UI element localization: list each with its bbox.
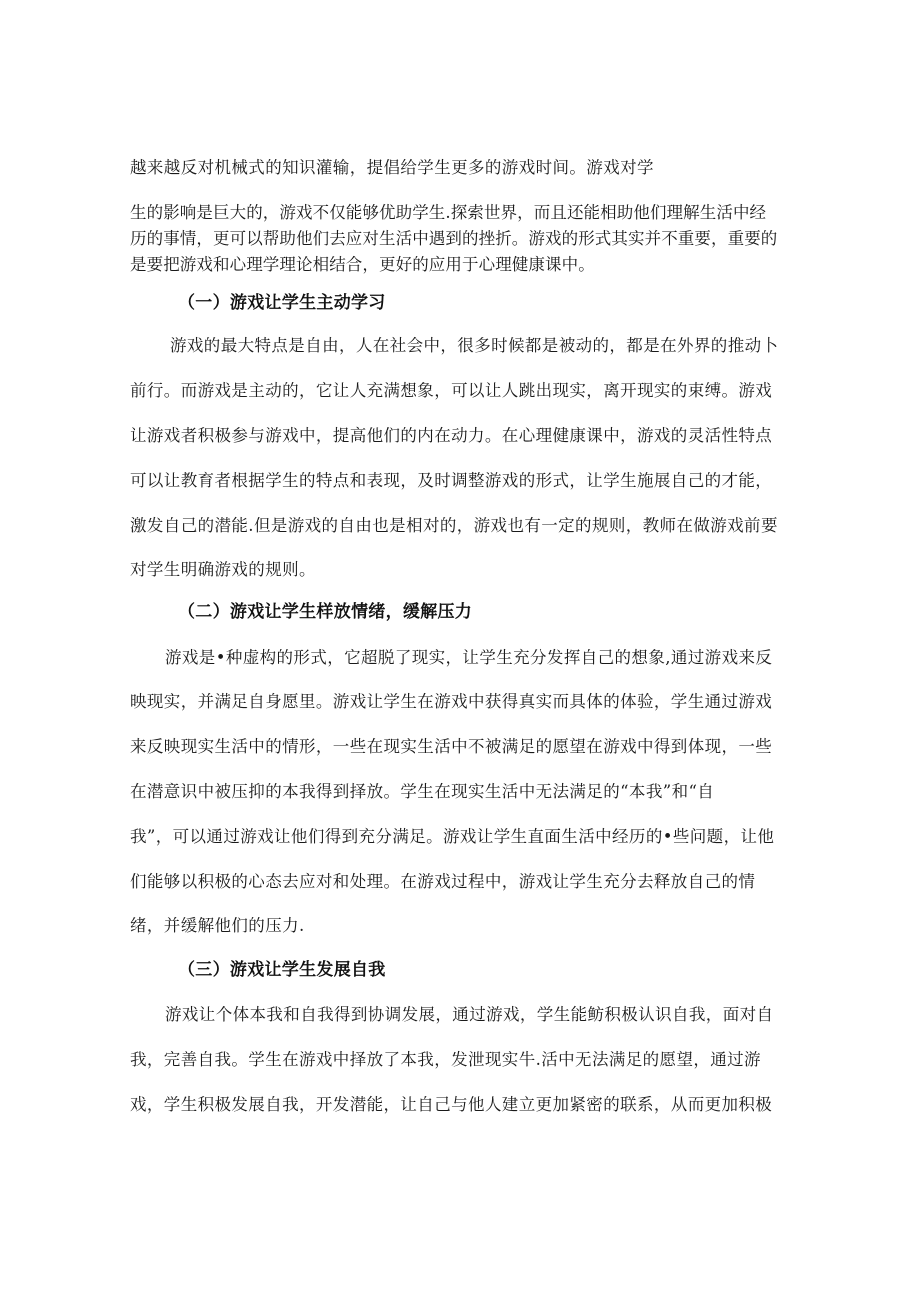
section3-line-3: 戏，学生积极发展自我，开发潜能，让自己与他人建立更加紧密的联系，从而更加积极 [130,1095,773,1114]
section-heading-2: （二）游戏让学生样放情绪，缓解压力 [178,602,473,622]
section-heading-3: （三）游戏让学生发展自我 [178,960,386,980]
section1-line-5: 激发自己的潜能.但是游戏的自由也是相对的，游戏也有一定的规则，教师在做游戏前要 [130,516,778,535]
intro-line-3: 历的事情，更可以帮助他们去应对生活中遇到的挫折。游戏的形式其实并不重要，重要的 [130,229,778,248]
intro-line-2: 生的影响是巨大的，游戏不仅能够优助学生.探索世界，而且还能相助他们理解生活中经 [130,203,767,222]
section-heading-1: （一）游戏让学生主动学习 [178,293,386,313]
section2-line-6: 们能够以积极的心态去应对和处理。在游戏过程中，游戏让学生充分去释放自己的情 [130,872,756,891]
section2-line-1: 游戏是•种虚构的形式，它超脱了现实，让学生充分发挥自己的想象,通过游戏来反 [165,648,773,667]
section1-line-1: 游戏的最大特点是自由，人在社会中，很多时候都是被动的，都是在外界的推动卜 [170,336,779,355]
section1-line-3: 让游戏者积极参与游戏中，提高他们的内在动力。在心理健康课中，游戏的灵活性特点 [130,426,773,445]
intro-line-1: 越来越反对机械式的知识灌输，提倡给学生更多的游戏时间。游戏对学 [130,158,654,177]
section2-line-7: 绪，并缓解他们的压力. [130,916,305,935]
section1-line-2: 前行。而游戏是主动的，它让人充满想象，可以让人跳出现实，离开现实的束缚。游戏 [130,381,773,400]
section3-line-2: 我，完善自我。学生在游戏中择放了本我，发泄现实牛.活中无法满足的愿望，通过游 [130,1050,761,1069]
section2-line-4: 在潜意识中被压抑的本我得到择放。学生在现实生活中无法满足的“本我”和“自 [130,782,715,801]
intro-line-4: 是要把游戏和心理学理论相结合，更好的应用于心理健康课中。 [130,255,595,274]
section1-line-4: 可以让教育者根据学生的特点和表现，及时调整游戏的形式，让学生施展自己的才能， [130,471,773,490]
section1-line-6: 对学生明确游戏的规则。 [130,560,316,579]
section2-line-2: 映现实，并满足自身愿里。游戏让学生在游戏中获得真实而具体的体验，学生通过游戏 [130,692,773,711]
section2-line-3: 来反映现实生活中的情形，一些在现实生活中不被满足的愿望在游戏中得到体现，一些 [130,737,773,756]
section3-line-1: 游戏让个体本我和自我得到协调发展，通过游戏，学生能鲂积极认识自我，面对自 [165,1005,774,1024]
section2-line-5: 我”，可以通过游戏让他们得到充分满足。游戏让学生直面生活中经历的•些问题，让他 [130,827,775,846]
